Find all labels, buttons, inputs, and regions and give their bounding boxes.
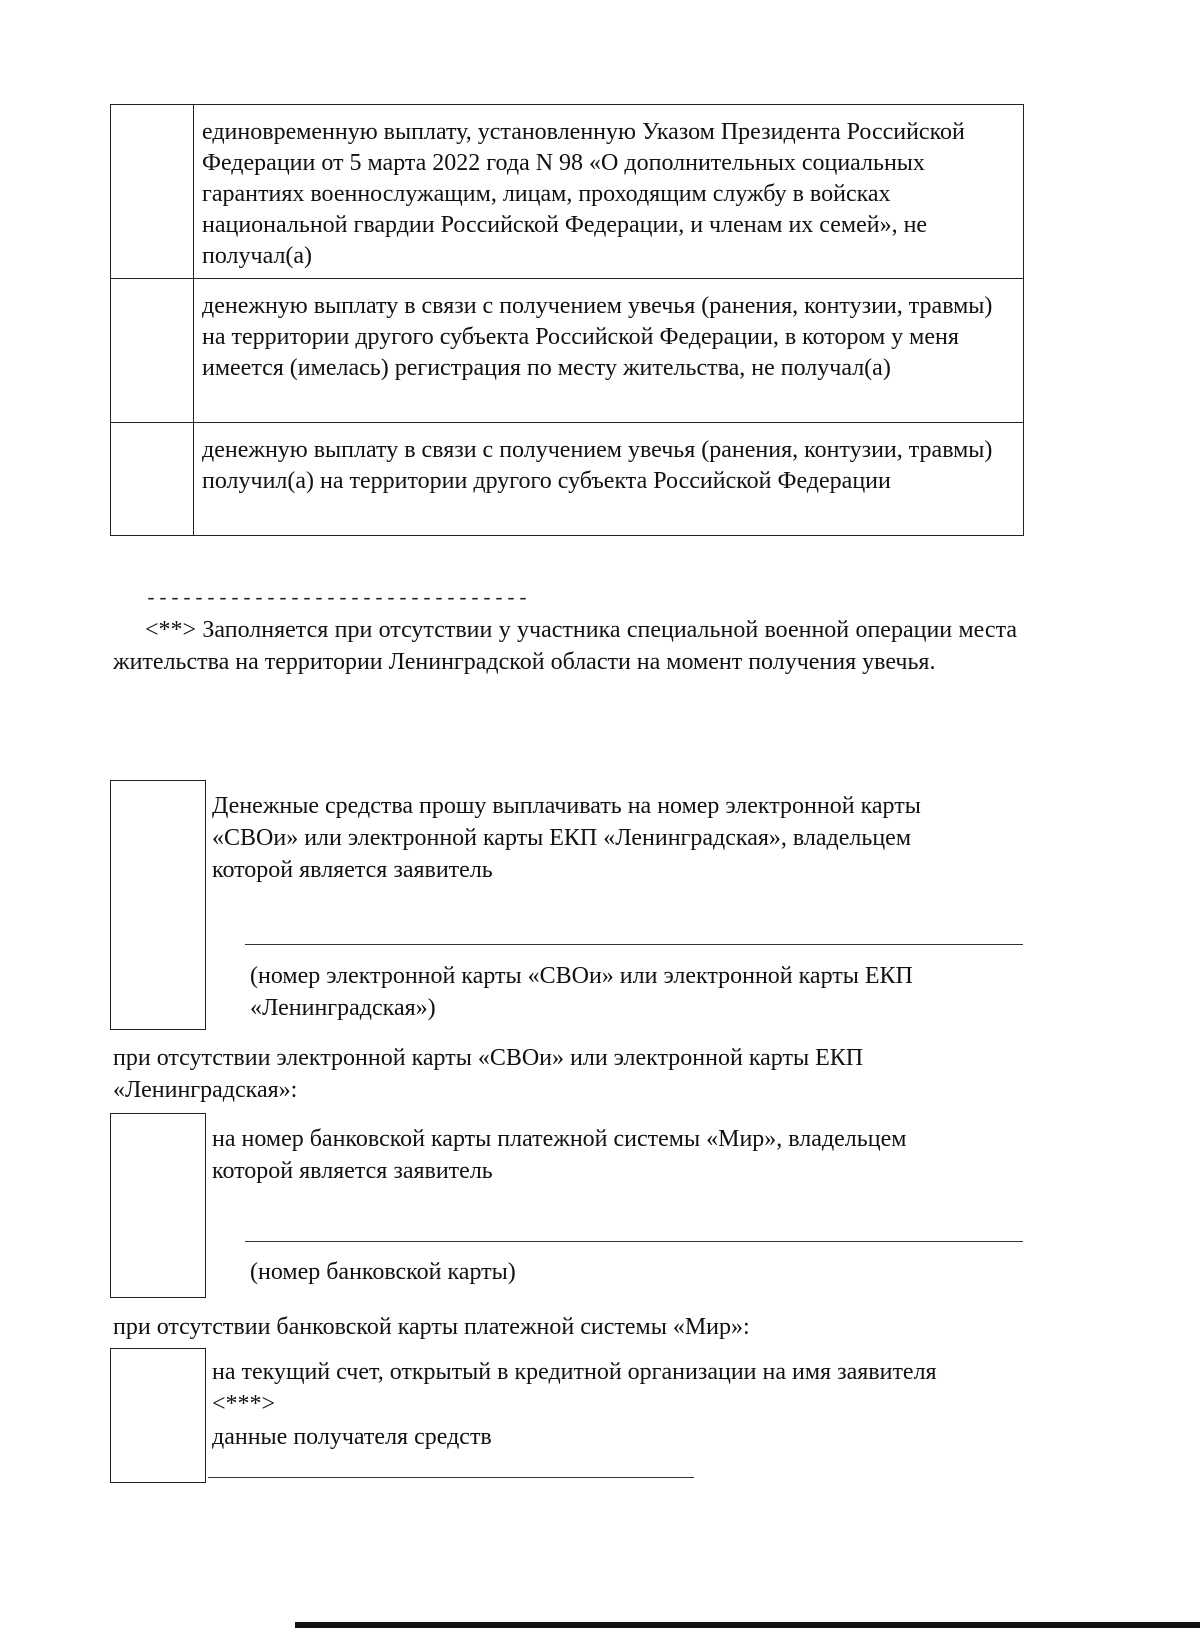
card-number-line[interactable]	[245, 944, 1023, 945]
table-row-text: единовременную выплату, установленную Указом Президента Российской Федерации от 5 марта 2022 года N 98 «О дополнительных социальных гарантиях военнослужащим, лицам, проходящим службу в войсках национальной гвардии Российской Федерации, и членам их семей», не получал(а)	[194, 105, 1024, 279]
table-row	[111, 105, 1024, 279]
condition-no-mir: при отсутствии банковской карты платежной системы «Мир»:	[113, 1314, 750, 1340]
bank-card-number-line[interactable]	[245, 1241, 1023, 1242]
checkbox-account-option[interactable]	[110, 1348, 206, 1483]
checkbox-cell[interactable]	[111, 423, 194, 536]
scan-edge-mark	[295, 1622, 1200, 1628]
checkbox-bank-card-option[interactable]	[110, 1113, 206, 1298]
footnote-text: <**> Заполняется при отсутствии у участника специальной военной операции места жительства на территории Ленинградской области на момент получения увечья.	[113, 617, 1017, 675]
table-row-text: денежную выплату в связи с получением увечья (ранения, контузии, травмы) получил(а) на территории другого субъекта Российской Федерации	[194, 423, 1024, 536]
account-option-text: на текущий счет, открытый в кредитной организации на имя заявителя <***>	[212, 1359, 937, 1417]
card-option-text: Денежные средства прошу выплачивать на номер электронной карты «СВОи» или электронной карты ЕКП «Ленинградская», владельцем которой является заявитель	[212, 793, 921, 883]
bank-card-number-caption: (номер банковской карты)	[250, 1259, 516, 1285]
table-row	[111, 423, 1024, 536]
checkbox-cell[interactable]	[111, 105, 194, 279]
table-row	[111, 279, 1024, 423]
payments-table	[110, 104, 1024, 536]
bank-card-option-text: на номер банковской карты платежной системы «Мир», владельцем которой является заявитель	[212, 1126, 907, 1184]
checkbox-cell[interactable]	[111, 279, 194, 423]
condition-no-card: при отсутствии электронной карты «СВОи» или электронной карты ЕКП «Ленинградская»:	[113, 1045, 864, 1103]
checkbox-card-option[interactable]	[110, 780, 206, 1030]
recipient-label: данные получателя средств	[212, 1424, 492, 1450]
table-row-text: денежную выплату в связи с получением увечья (ранения, контузии, травмы) на территории другого субъекта Российской Федерации, в котором у меня имеется (имелась) регистрация по месту жительства, не получал(а)	[194, 279, 1024, 423]
card-number-caption: (номер электронной карты «СВОи» или электронной карты ЕКП «Ленинградская»)	[250, 963, 913, 1021]
footnote-rule: --------------------------------	[145, 588, 530, 611]
recipient-data-line[interactable]	[208, 1477, 694, 1478]
